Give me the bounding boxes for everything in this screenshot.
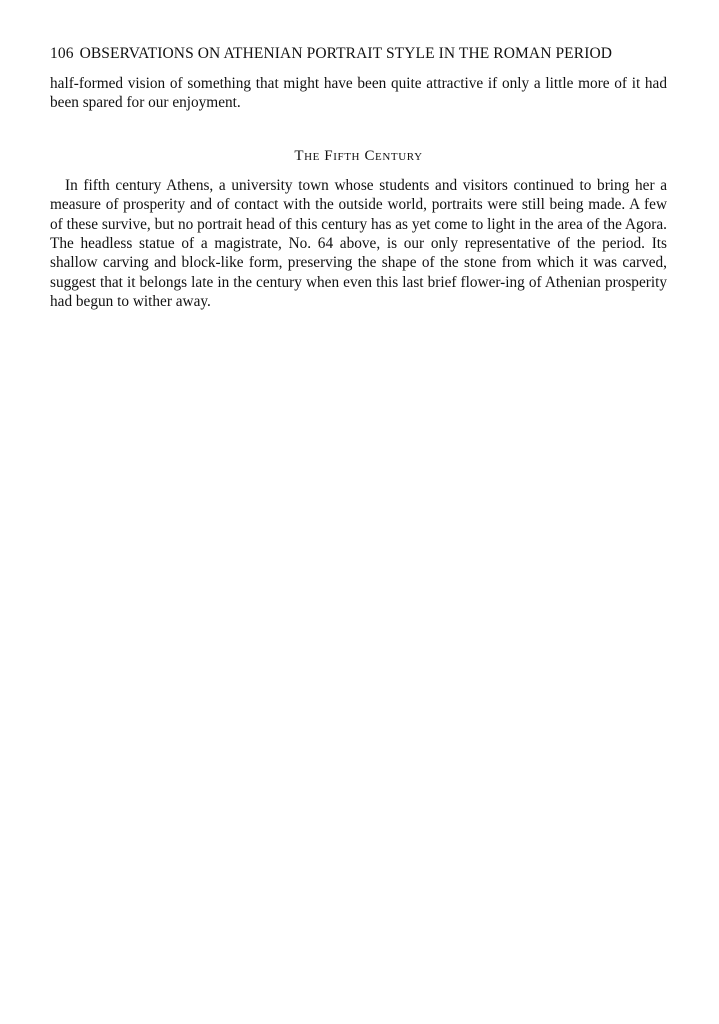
running-title: OBSERVATIONS ON ATHENIAN PORTRAIT STYLE IN THE ROMAN PERIOD: [79, 45, 613, 62]
section-heading: The Fifth Century: [294, 147, 423, 164]
running-head: [50, 44, 667, 64]
continuation-paragraph: half-formed vision of something that might have been quite attractive if only a little more of it had been spared for our enjoyment.: [50, 75, 667, 112]
section-paragraph: In fifth century Athens, a university town whose students and visitors continued to bring her a measure of prosperity and of contact with the outside world, portraits were still being made. A few of these survive, but no portrait head of this century has as yet come to light in the area of the Agora. The headless statue of a magistrate, No. 64 above, is our only representative of the period. Its shallow carving and block-like form, preserving the shape of the stone from which it was carved, suggest that it belongs late in the century when even this last brief flower-ing of Athenian prosperity had begun to wither away.: [50, 176, 667, 311]
page-number: 106: [50, 45, 74, 62]
document-page: [50, 44, 667, 312]
